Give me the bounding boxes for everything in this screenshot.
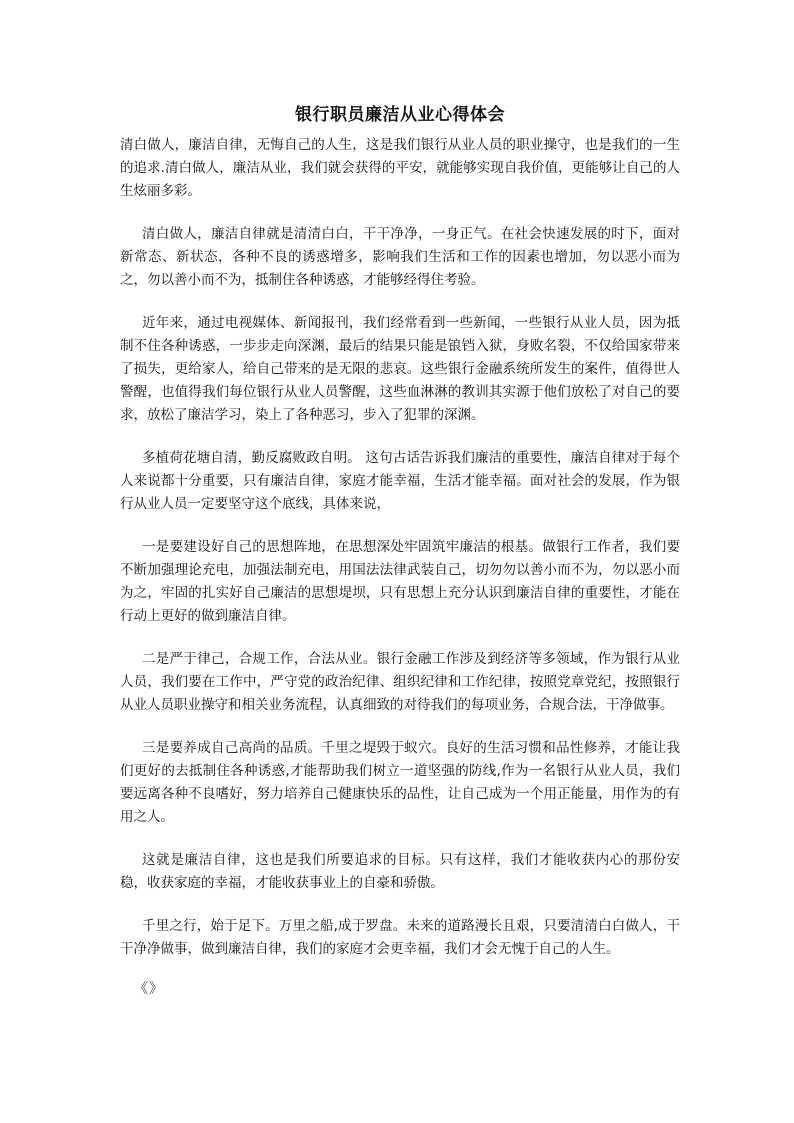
footer-angle-quotes: 《》 — [134, 981, 164, 997]
paragraph-4: 多植荷花塘自清，勤反腐败政自明。 这句古话告诉我们廉洁的重要性，廉洁自律对于每个人来说都十分重要，只有廉洁自律，家庭才能幸福，生活才能幸福。面对社会的发展，作为银行从业人员一定要坚守这个底线，具体来说， — [120, 450, 680, 512]
paragraph-6: 二是严于律己，合规工作，合法从业。银行金融工作涉及到经济等多领域，作为银行从业人员，我们要在工作中，严守党的政治纪律、组织纪律和工作纪律，按照党章党纪，按照银行从业人员职业操守和相关业务流程，认真细致的对待我们的每项业务，合规合法，干净做事。 — [120, 651, 680, 713]
document-page — [120, 104, 680, 999]
paragraph-5: 一是要建设好自己的思想阵地，在思想深处牢固筑牢廉洁的根基。做银行工作者，我们要不断加强理论充电，加强法制充电，用国法法律武装自己，切勿勿以善小而不为，勿以恶小而为之，牢固的扎实好自己廉洁的思想堤坝，只有思想上充分认识到廉洁自律的重要性，才能在行动上更好的做到廉洁自律。 — [120, 539, 680, 624]
paragraph-8: 这就是廉洁自律，这也是我们所要追求的目标。只有这样，我们才能收获内心的那份安稳，收获家庭的幸福，才能收获事业上的自豪和骄傲。 — [120, 852, 680, 891]
paragraph-intro: 清白做人，廉洁自律，无悔自己的人生，这是我们银行从业人员的职业操守，也是我们的一生的追求.清白做人，廉洁从业，我们就会获得的平安，就能够实现自我价值，更能够让自己的人生炫丽多彩。 — [120, 137, 680, 199]
paragraph-3: 近年来，通过电视媒体、新闻报刊，我们经常看到一些新闻，一些银行从业人员，因为抵制不住各种诱惑，一步步走向深渊，最后的结果只能是锒铛入狱，身败名裂，不仅给国家带来了损失，更给家人，给自己带来的是无限的悲哀。这些银行金融系统所发生的案件，值得世人警醒，也值得我们每位银行从业人员警醒，这些血淋淋的教训其实源于他们放松了对自己的要求，放松了廉洁学习，染上了各种恶习，步入了犯罪的深渊。 — [120, 315, 680, 423]
paragraph-7: 三是要养成自己高尚的品质。千里之堤毁于蚁穴。良好的生活习惯和品性修养，才能让我们更好的去抵制住各种诱惑,才能帮助我们树立一道坚强的防线,作为一名银行从业人员，我们要远离各种不良嗜好，努力培养自己健康快乐的品性，让自己成为一个用正能量，用作为的有用之人。 — [120, 740, 680, 825]
paragraph-2: 清白做人，廉洁自律就是清清白白，干干净净，一身正气。在社会快速发展的时下，面对新常态、新状态，各种不良的诱惑增多，影响我们生活和工作的因素也增加，勿以恶小而为之，勿以善小而不为，抵制住各种诱惑，才能够经得住考验。 — [120, 226, 680, 288]
paragraph-9: 千里之行，始于足下。万里之船,成于罗盘。未来的道路漫长且艰，只要清清白白做人，干干净净做事，做到廉洁自律，我们的家庭才会更幸福，我们才会无愧于自己的人生。 — [120, 918, 680, 957]
document-title: 银行职员廉洁从业心得体会 — [295, 105, 505, 125]
